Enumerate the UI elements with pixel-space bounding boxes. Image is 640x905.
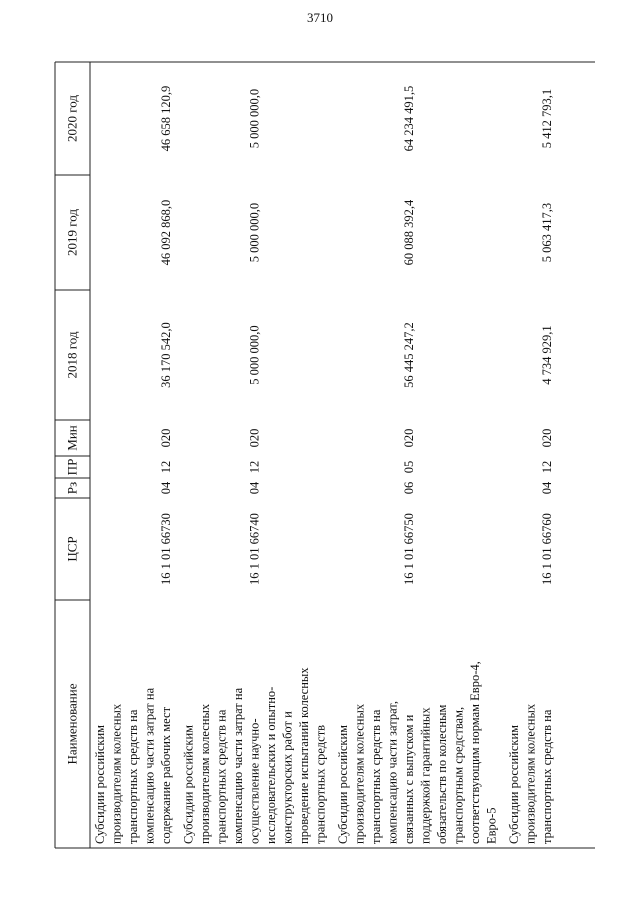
row-2-csr: 16 1 01 66740 bbox=[247, 513, 262, 585]
row-2-name-line: исследовательских и опытно- bbox=[264, 686, 278, 844]
row-1-name-line: Субсидии российским bbox=[93, 724, 107, 844]
row-4-name-line: Субсидии российским bbox=[507, 724, 521, 844]
row-1-min: 020 bbox=[159, 428, 173, 448]
row-4-y2020: 5 412 793,1 bbox=[540, 88, 554, 149]
row-3-name-line: компенсацию части затрат, bbox=[385, 701, 400, 844]
row-1-csr: 16 1 01 66730 bbox=[159, 513, 173, 585]
row-3-name-line: производителям колесных bbox=[352, 703, 367, 844]
row-2-y2019: 5 000 000,0 bbox=[247, 202, 262, 263]
row-1-y2018: 36 170 542,0 bbox=[159, 322, 173, 388]
row-2-name-line: осуществление научно- bbox=[247, 718, 262, 844]
header-rz: Рз bbox=[64, 481, 80, 495]
row-4-rz: 04 bbox=[540, 481, 554, 495]
row-1-y2019: 46 092 868,0 bbox=[159, 199, 173, 266]
row-2-name-line: производителям колесных bbox=[198, 703, 212, 844]
header-y2018: 2018 год bbox=[64, 331, 80, 379]
row-1-pr: 12 bbox=[159, 460, 173, 474]
row-3-y2018: 56 445 247,2 bbox=[402, 322, 416, 388]
row-3-name-line: транспортным средствам, bbox=[451, 706, 466, 844]
row-1-name-line: содержание рабочих мест bbox=[159, 706, 173, 844]
header-min: Мин bbox=[64, 425, 80, 451]
header-y2020: 2020 год bbox=[64, 95, 80, 142]
row-2-name-line: Субсидии российским bbox=[181, 724, 196, 844]
page-number: 3710 bbox=[307, 10, 333, 25]
row-2-min: 020 bbox=[247, 428, 262, 448]
row-3-pr: 05 bbox=[402, 460, 416, 474]
row-1-y2020: 46 658 120,9 bbox=[159, 85, 173, 152]
row-3-name-line: обязательств по колесным bbox=[435, 704, 449, 844]
table-text bbox=[65, 86, 555, 844]
header-name: Наименование bbox=[64, 683, 80, 765]
row-2-name-line: транспортных средств bbox=[313, 724, 328, 844]
row-3-min: 020 bbox=[402, 428, 416, 448]
row-2-rz: 04 bbox=[247, 481, 262, 495]
row-4-name-line: производителям колесных bbox=[523, 703, 538, 844]
row-3-name-line: Евро-5 bbox=[484, 807, 499, 844]
row-3-name-line: поддержкой гарантийных bbox=[418, 707, 433, 844]
row-3-name-line: соответствующим нормам Евро-4, bbox=[468, 661, 482, 844]
row-3-rz: 06 bbox=[402, 481, 416, 495]
row-1-rz: 04 bbox=[159, 481, 173, 495]
row-3-name-line: транспортных средств на bbox=[369, 709, 383, 844]
row-4-csr: 16 1 01 66760 bbox=[540, 513, 554, 585]
row-2-y2018: 5 000 000,0 bbox=[247, 325, 262, 385]
header-y2019: 2019 год bbox=[64, 209, 80, 256]
row-3-name-line: связанных с выпуском и bbox=[402, 714, 416, 844]
row-3-y2020: 64 234 491,5 bbox=[402, 85, 416, 152]
row-2-name-line: компенсацию части затрат на bbox=[231, 687, 245, 844]
row-3-name-line: Субсидии российским bbox=[336, 724, 350, 844]
header-csr: ЦСР bbox=[64, 536, 80, 562]
row-3-y2019: 60 088 392,4 bbox=[402, 199, 416, 266]
row-2-y2020: 5 000 000,0 bbox=[247, 88, 262, 149]
row-4-y2018: 4 734 929,1 bbox=[540, 325, 554, 385]
row-2-name-line: проведение испытаний колесных bbox=[297, 667, 311, 844]
row-3-csr: 16 1 01 66750 bbox=[402, 513, 416, 585]
row-1-name-line: производителям колесных bbox=[109, 703, 124, 844]
row-2-name-line: транспортных средств на bbox=[214, 709, 229, 844]
row-2-name-line: конструкторских работ и bbox=[280, 711, 295, 844]
row-2-pr: 12 bbox=[247, 460, 262, 474]
header-pr: ПР bbox=[64, 458, 80, 476]
row-4-y2019: 5 063 417,3 bbox=[540, 202, 554, 263]
row-4-name-line: транспортных средств на bbox=[540, 709, 554, 844]
row-1-name-line: транспортных средств на bbox=[126, 709, 140, 844]
row-4-pr: 12 bbox=[540, 460, 554, 474]
row-4-min: 020 bbox=[540, 428, 554, 448]
row-1-name-line: компенсацию части затрат на bbox=[142, 687, 157, 844]
